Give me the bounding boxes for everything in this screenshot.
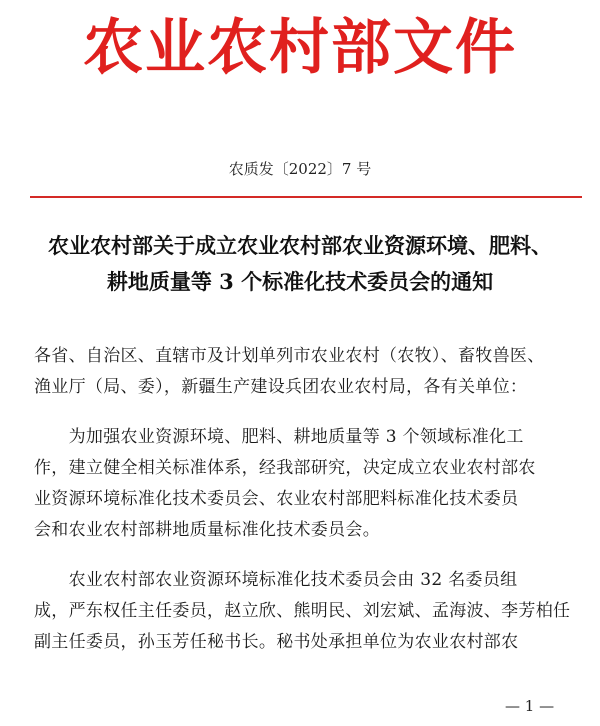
document-title	[20, 228, 580, 300]
text-line: 为加强农业资源环境、肥料、耕地质量等 3 个领域标准化工	[34, 427, 524, 447]
red-divider-line	[30, 196, 582, 198]
issuing-authority-title: 农业农村部文件	[83, 13, 517, 83]
text-line: 副主任委员，孙玉芳任秘书长。秘书处承担单位为农业农村部农	[34, 632, 519, 652]
page-number: — 1 —	[505, 697, 555, 715]
text-line: 业资源环境标准化技术委员会、农业农村部肥料标准化技术委员	[34, 489, 519, 509]
greeting-paragraph	[34, 341, 586, 403]
document-number: 农质发〔2022〕7 号	[228, 160, 372, 178]
text-line: 作，建立健全相关标准体系，经我部研究，决定成立农业农村部农	[34, 458, 536, 478]
text-line: 渔业厅（局、委），新疆生产建设兵团农业农村局，各有关单位：	[34, 377, 528, 397]
body-paragraph-2	[34, 565, 586, 658]
body-paragraph-1	[34, 422, 586, 546]
document-title-line: 耕地质量等 3 个标准化技术委员会的通知	[106, 269, 494, 294]
document-title-line: 农业农村部关于成立农业农村部农业资源环境、肥料、	[48, 233, 552, 258]
text-line: 农业农村部农业资源环境标准化技术委员会由 32 名委员组	[34, 570, 518, 590]
text-line: 成，严东权任主任委员，赵立欣、熊明民、刘宏斌、孟海波、李芳柏任	[34, 601, 571, 621]
text-line: 会和农业农村部耕地质量标准化技术委员会。	[34, 520, 380, 540]
text-line: 各省、自治区、直辖市及计划单列市农业农村（农牧）、畜牧兽医、	[34, 346, 545, 366]
